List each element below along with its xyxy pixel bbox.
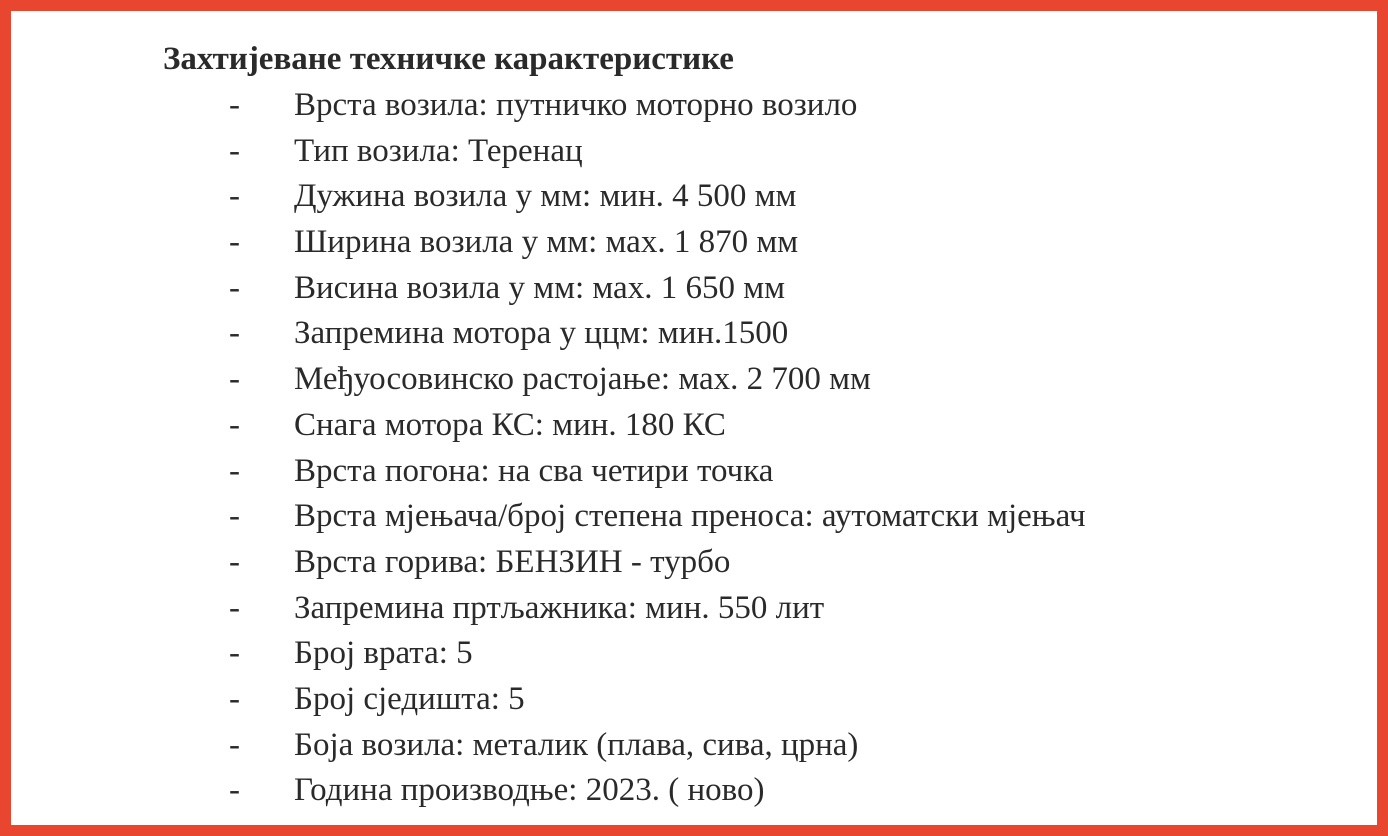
spec-text: Висина возила у мм: мах. 1 650 мм <box>294 269 785 306</box>
spec-item <box>163 220 1373 266</box>
spec-text: Међуосовинско растојање: мах. 2 700 мм <box>294 361 871 398</box>
spec-item <box>163 403 1373 449</box>
spec-text: Врста возила: путничко моторно возило <box>294 87 858 123</box>
spec-text: Снага мотора КС: мин. 180 КС <box>294 406 726 443</box>
bullet-dash: - <box>229 361 240 398</box>
spec-item <box>163 449 1373 495</box>
spec-text: Врста мјењача/број степена преноса: аутоматски мјењач <box>294 498 1086 535</box>
spec-text: Запремина пртљажника: мин. 550 лит <box>294 589 825 626</box>
bullet-dash: - <box>229 498 240 535</box>
spec-text: Број сједишта: 5 <box>294 680 525 717</box>
spec-item <box>163 174 1373 220</box>
spec-item <box>163 494 1373 540</box>
spec-item <box>163 129 1373 175</box>
spec-text: Година производње: 2023. ( ново) <box>294 772 765 809</box>
bullet-dash: - <box>229 680 240 717</box>
bullet-dash: - <box>229 224 240 261</box>
spec-text: Врста погона: на сва четири точка <box>294 452 774 489</box>
spec-text: Дужина возила у мм: мин. 4 500 мм <box>294 178 797 215</box>
bullet-dash: - <box>229 589 240 626</box>
spec-text: Број врата: 5 <box>294 635 473 672</box>
spec-item <box>163 311 1373 357</box>
spec-item <box>163 540 1373 586</box>
spec-section <box>163 37 1373 814</box>
spec-list <box>163 83 1373 814</box>
bullet-dash: - <box>229 87 240 123</box>
spec-item <box>163 83 1373 129</box>
spec-item <box>163 677 1373 723</box>
spec-item <box>163 357 1373 403</box>
bullet-dash: - <box>229 543 240 580</box>
spec-text: Тип возила: Теренац <box>294 132 583 169</box>
spec-item <box>163 631 1373 677</box>
spec-text: Боја возила: металик (плава, сива, црна) <box>294 726 859 763</box>
spec-item <box>163 266 1373 312</box>
bullet-dash: - <box>229 406 240 443</box>
bullet-dash: - <box>229 132 240 169</box>
bullet-dash: - <box>229 178 240 215</box>
spec-item <box>163 723 1373 769</box>
spec-text: Запремина мотора у ццм: мин.1500 <box>294 315 789 352</box>
section-heading: Захтијеване техничке карактеристике <box>163 41 734 77</box>
bullet-dash: - <box>229 269 240 306</box>
spec-text: Врста горива: БЕНЗИН - турбо <box>294 543 731 580</box>
bullet-dash: - <box>229 772 240 809</box>
bullet-dash: - <box>229 726 240 763</box>
bullet-dash: - <box>229 635 240 672</box>
spec-item <box>163 768 1373 814</box>
spec-text: Ширина возила у мм: мах. 1 870 мм <box>294 224 799 261</box>
spec-item <box>163 586 1373 632</box>
bullet-dash: - <box>229 452 240 489</box>
bullet-dash: - <box>229 315 240 352</box>
